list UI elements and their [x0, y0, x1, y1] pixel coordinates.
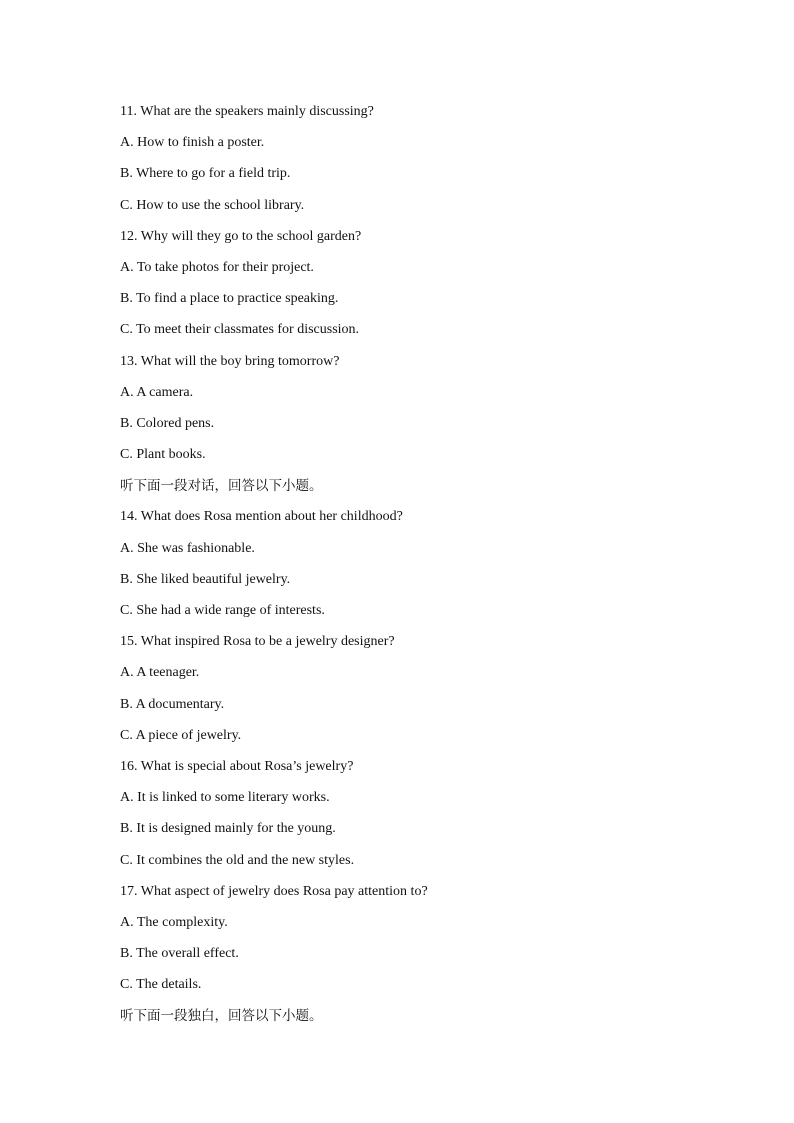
- question-14-option-c: C. She had a wide range of interests.: [120, 603, 325, 618]
- question-12-option-a: A. To take photos for their project.: [120, 259, 314, 275]
- question-15: 15. What inspired Rosa to be a jewelry designer?: [120, 634, 395, 650]
- question-11: 11. What are the speakers mainly discussing?: [120, 104, 374, 119]
- question-14-option-a: A. She was fashionable.: [120, 540, 255, 556]
- question-11-option-c: C. How to use the school library.: [120, 197, 305, 213]
- question-14-option-b: B. She liked beautiful jewelry.: [120, 571, 291, 587]
- question-17-option-a: A. The complexity.: [120, 914, 228, 930]
- question-17-option-b: B. The overall effect.: [120, 946, 239, 962]
- question-16-option-c: C. It combines the old and the new styles.: [120, 852, 355, 868]
- question-15-option-c: C. A piece of jewelry.: [120, 727, 242, 743]
- listening-instruction-monologue: 听下面一段独白，回答以下小题。: [120, 1008, 323, 1025]
- listening-instruction-dialogue: 听下面一段对话，回答以下小题。: [120, 478, 323, 495]
- question-14: 14. What does Rosa mention about her childhood?: [120, 509, 403, 525]
- question-12: 12. Why will they go to the school garden?: [120, 228, 362, 244]
- question-11-option-a: A. How to finish a poster.: [120, 135, 265, 151]
- question-17-option-c: C. The details.: [120, 977, 202, 993]
- question-15-option-a: A. A teenager.: [120, 665, 200, 681]
- question-17: 17. What aspect of jewelry does Rosa pay attention to?: [120, 883, 428, 899]
- question-16-option-a: A. It is linked to some literary works.: [120, 790, 330, 806]
- question-13-option-b: B. Colored pens.: [120, 415, 215, 431]
- question-12-option-b: B. To find a place to practice speaking.: [120, 291, 339, 307]
- question-15-option-b: B. A documentary.: [120, 696, 225, 712]
- question-16-option-b: B. It is designed mainly for the young.: [120, 821, 336, 837]
- question-11-option-b: B. Where to go for a field trip.: [120, 166, 291, 182]
- question-13-option-a: A. A camera.: [120, 384, 194, 400]
- question-13: 13. What will the boy bring tomorrow?: [120, 353, 340, 369]
- question-13-option-c: C. Plant books.: [120, 447, 206, 463]
- question-16: 16. What is special about Rosa’s jewelry?: [120, 758, 354, 774]
- exam-questions: [120, 101, 740, 1037]
- question-12-option-c: C. To meet their classmates for discussion.: [120, 322, 360, 338]
